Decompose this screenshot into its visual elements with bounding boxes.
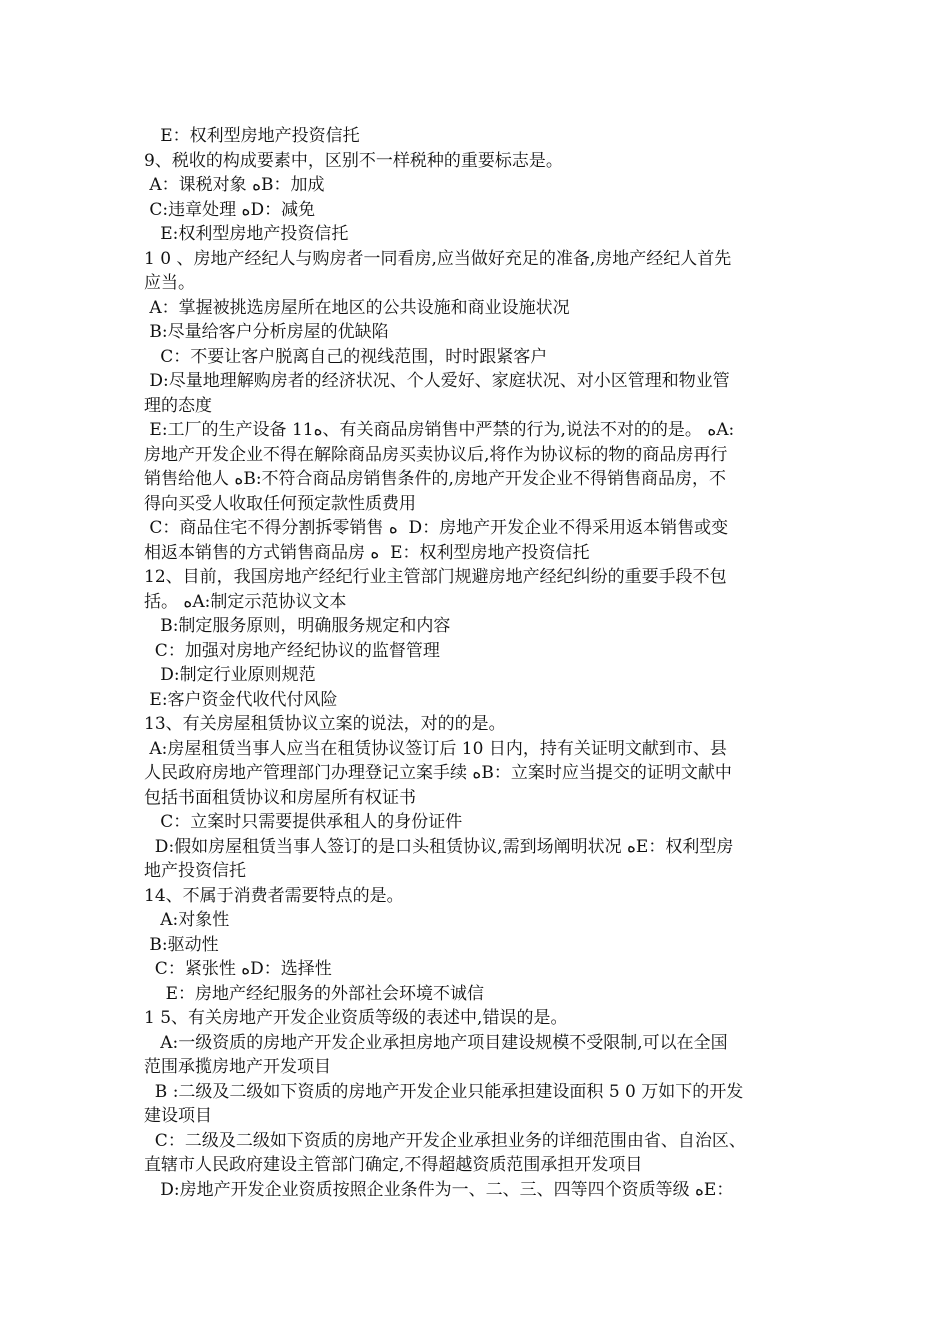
text-line: C：加强对房地产经纪协议的监督管理 [144,640,440,661]
text-line: A：掌握被挑选房屋所在地区的公共设施和商业设施状况 [144,297,570,318]
document-body [144,124,820,1202]
text-line: 应当。 [144,273,195,293]
text-line: C：二级及二级如下资质的房地产开发企业承担业务的详细范围由省、自治区、 [144,1130,746,1151]
text-line: A:房屋租赁当事人应当在租赁协议签订后 10 日内，持有关证明文献到市、县 [144,738,727,759]
text-line: 9、税收的构成要素中，区别不一样税种的重要标志是。 [144,150,563,171]
text-line: E:客户资金代收代付风险 [144,689,338,710]
text-line: 14、不属于消费者需要特点的是。 [144,885,404,906]
text-line: D:制定行业原则规范 [144,665,316,685]
text-line: 13、有关房屋租赁协议立案的说法，对的的是。 [144,714,506,734]
text-line: C：立案时只需要提供承租人的身份证件 [144,812,463,832]
text-line: A:一级资质的房地产开发企业承担房地产项目建设规模不受限制,可以在全国 [144,1032,728,1053]
text-line: 房地产开发企业不得在解除商品房买卖协议后,将作为协议标的物的商品房再行 [144,444,728,465]
text-line: 包括书面租赁协议和房屋所有权证书 [144,787,416,808]
text-line: D:假如房屋租赁当事人签订的是口头租赁协议,需到场阐明状况 ﻩE：权利型房 [144,836,734,857]
text-line: 相返本销售的方式销售商品房 ﻩ E：权利型房地产投资信托 [144,542,590,563]
text-line: A:对象性 [144,910,230,930]
text-line: C：紧张性 ﻩD：选择性 [144,959,332,979]
text-line: 1 0 、房地产经纪人与购房者一同看房,应当做好充足的准备,房地产经纪人首先 [144,248,732,269]
text-line: E：权利型房地产投资信托 [144,126,360,146]
text-line: D:房地产开发企业资质按照企业条件为一、二、三、四等四个资质等级 ﻩE： [144,1179,734,1200]
text-line: 12、目前，我国房地产经纪行业主管部门规避房地产经纪纠纷的重要手段不包 [144,567,727,587]
text-line: B :二级及二级如下资质的房地产开发企业只能承担建设面积 5 0 万如下的开发 [144,1081,744,1102]
text-line: B:尽量给客户分析房屋的优缺陷 [144,322,389,342]
text-line: 人民政府房地产管理部门办理登记立案手续 ﻩB：立案时应当提交的证明文献中 [144,763,732,783]
text-line: A：课税对象 ﻩB：加成 [144,175,325,195]
text-line: 范围承揽房地产开发项目 [144,1057,331,1077]
text-line: E：房地产经纪服务的外部社会环境不诚信 [144,983,485,1004]
text-line: 1 5、有关房地产开发企业资质等级的表述中,错误的是。 [144,1008,568,1028]
text-line: C：商品住宅不得分割拆零销售 ﻩ D：房地产开发企业不得采用返本销售或变 [144,518,729,538]
text-line: C:违章处理 ﻩD：减免 [144,199,316,220]
text-line: D:尽量地理解购房者的经济状况、个人爱好、家庭状况、对小区管理和物业管 [144,371,730,391]
text-line: E:权利型房地产投资信托 [144,224,349,244]
text-line: 括。 ﻩA:制定示范协议文本 [144,591,347,612]
text-line: 理的态度 [144,395,212,416]
text-line: C：不要让客户脱离自己的视线范围，时时跟紧客户 [144,346,548,367]
text-line: 地产投资信托 [144,861,246,881]
text-line: E:工厂的生产设备 11ﻩ、有关商品房销售中严禁的行为,说法不对的的是。 ﻩA: [144,420,735,440]
text-line: B:驱动性 [144,934,219,955]
text-line: 销售给他人 ﻩB:不符合商品房销售条件的,房地产开发企业不得销售商品房，不 [144,469,726,489]
text-line: 得向买受人收取任何预定款性质费用 [144,493,416,514]
text-line: 直辖市人民政府建设主管部门确定,不得超越资质范围承担开发项目 [144,1155,643,1175]
text-line: 建设项目 [144,1106,212,1126]
text-line: B:制定服务原则，明确服务规定和内容 [144,616,451,636]
